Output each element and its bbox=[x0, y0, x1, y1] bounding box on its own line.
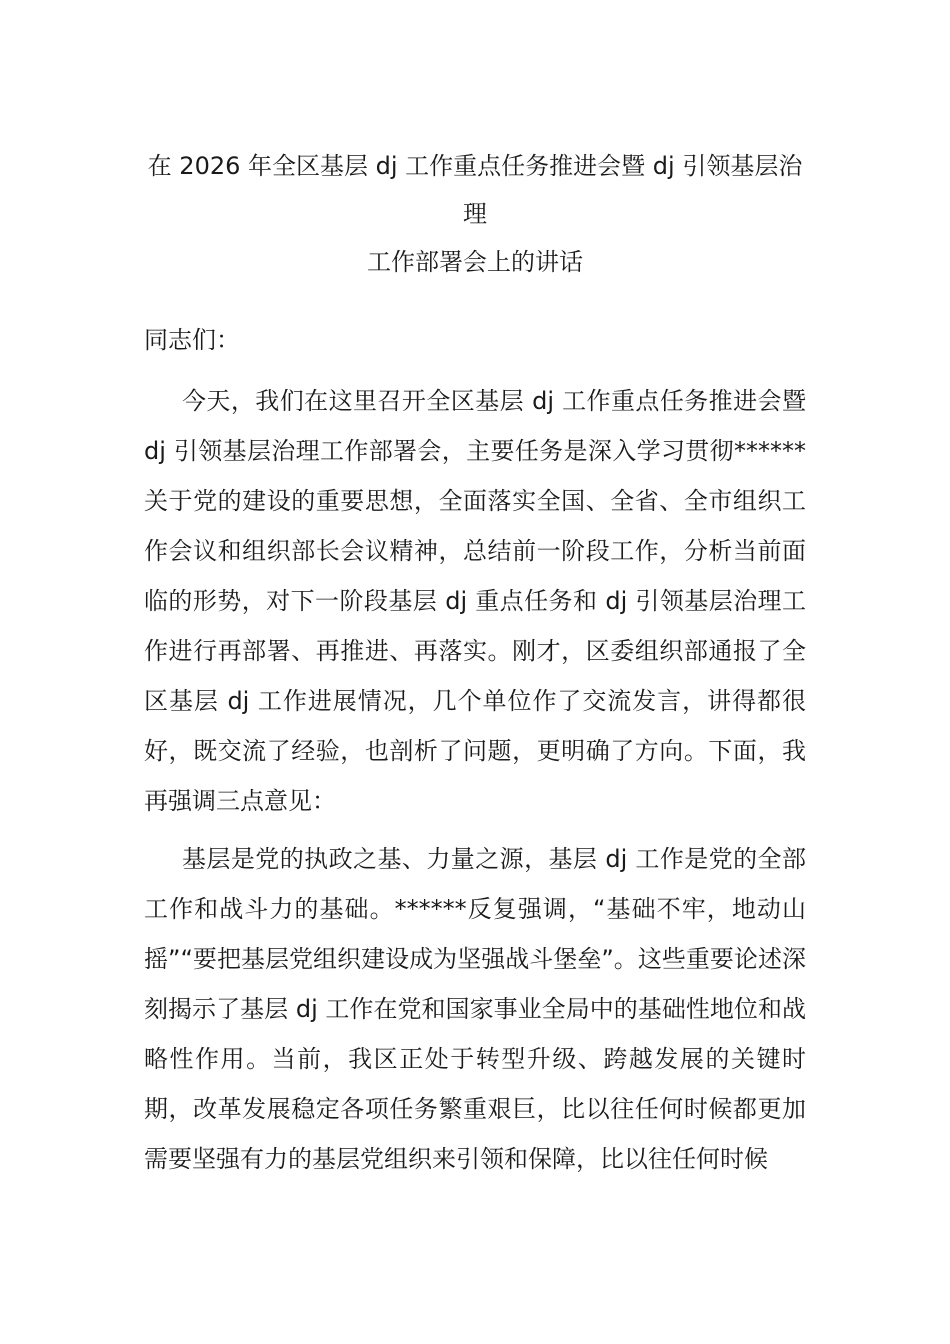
title-line-1: 在 2026 年全区基层 dj 工作重点任务推进会暨 dj 引领基层治理 bbox=[147, 152, 803, 228]
body-paragraph-1: 今天，我们在这里召开全区基层 dj 工作重点任务推进会暨 dj 引领基层治理工作部署会，主要任务是深入学习贯彻******关于党的建设的重要思想，全面落实全国、全省、全市组织工作会议和组织部长会议精神，总结前一阶段工作，分析当前面临的形势，对下一阶段基层 dj 重点任务和 dj 引领基层治理工作进行再部署、再推进、再落实。刚才，区委组织部通报了全区基层 dj 工作进展情况，几个单位作了交流发言，讲得都很好，既交流了经验，也剖析了问题，更明确了方向。下面，我再强调三点意见： bbox=[144, 387, 806, 815]
body-paragraph-2: 基层是党的执政之基、力量之源，基层 dj 工作是党的全部工作和战斗力的基础。******反复强调，“基础不牢，地动山摇”“要把基层党组织建设成为坚强战斗堡垒”。这些重要论述深刻揭示了基层 dj 工作在党和国家事业全局中的基础性地位和战略性作用。当前，我区正处于转型升级、跨越发展的关键时期，改革发展稳定各项任务繁重艰巨，比以往任何时候都更加需要坚强有力的基层党组织来引领和保障，比以往任何时候 bbox=[144, 845, 806, 1173]
title-line-2: 工作部署会上的讲话 bbox=[367, 248, 583, 276]
salutation: 同志们： bbox=[144, 326, 240, 354]
document-title bbox=[144, 142, 806, 286]
